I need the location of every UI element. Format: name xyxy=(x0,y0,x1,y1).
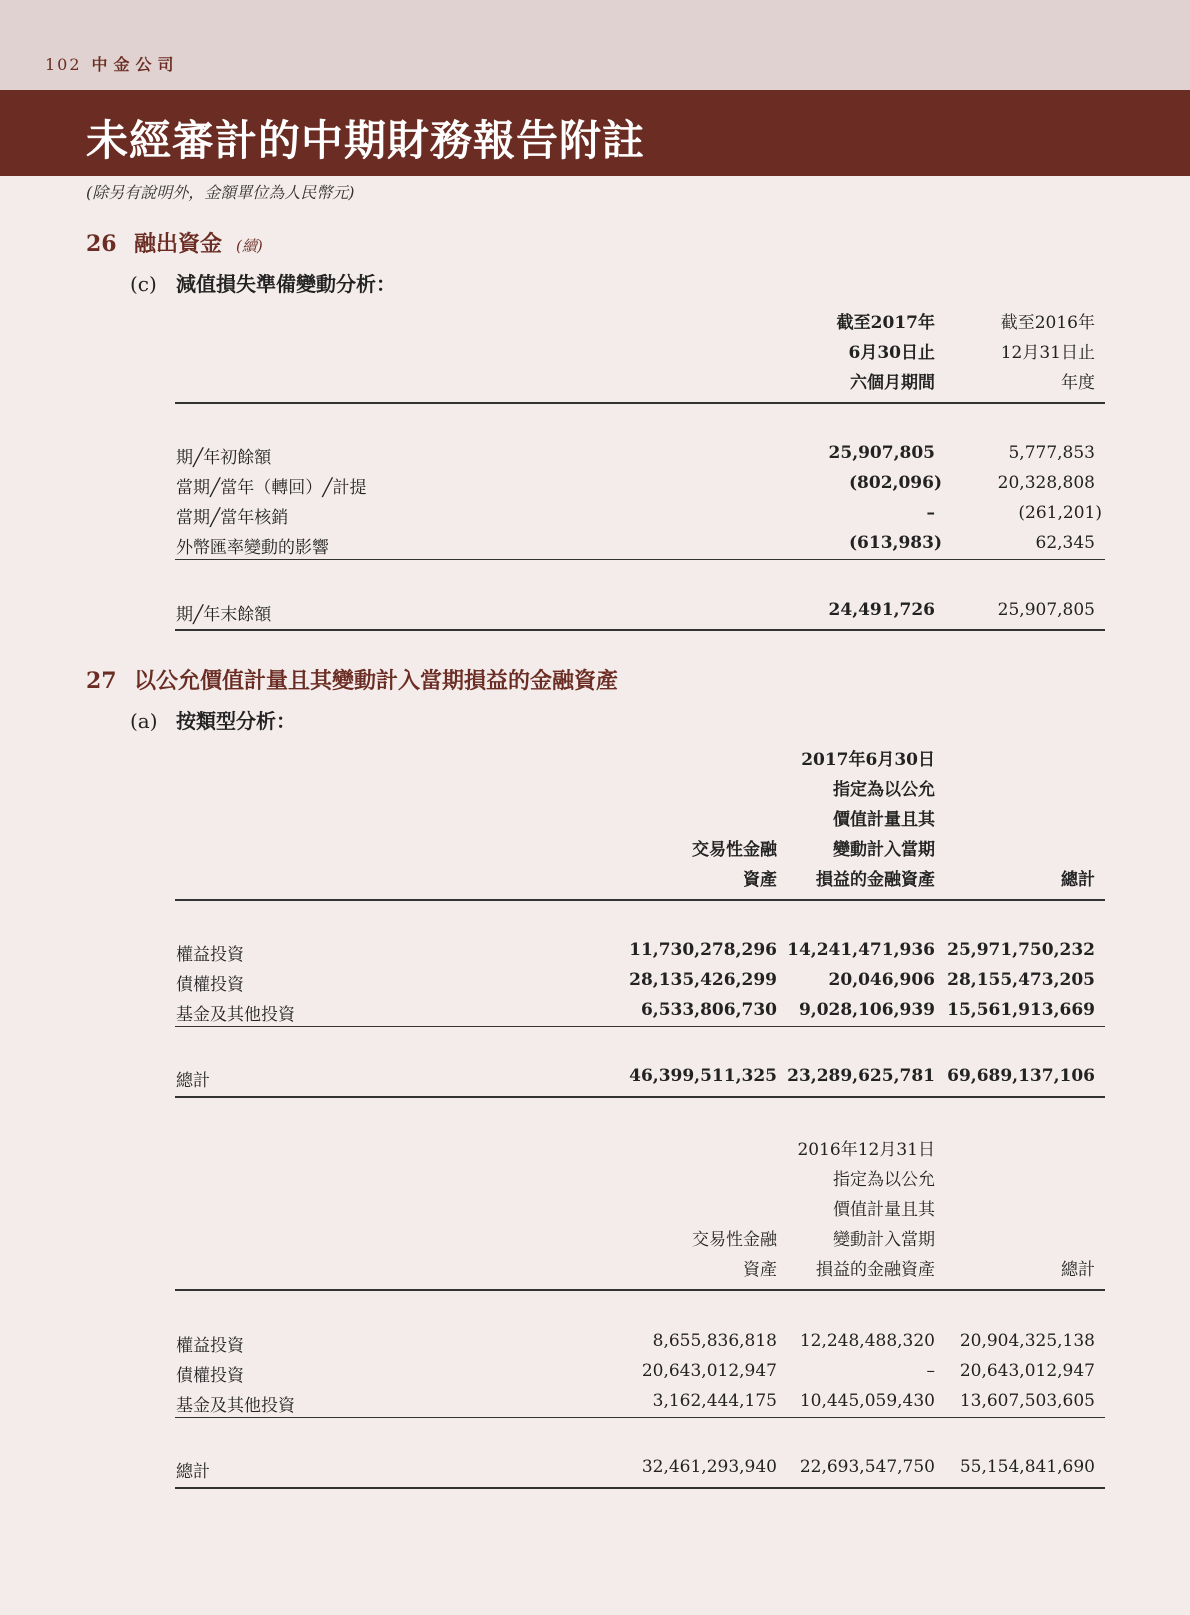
subsection-label: (c) xyxy=(130,272,157,296)
row-label: 基金及其他投資 xyxy=(176,1005,295,1025)
cell-value: 20,643,012,947 xyxy=(959,1361,1095,1381)
col-header-2017-period xyxy=(837,308,935,398)
section-26-heading xyxy=(86,227,263,258)
header-line: 交易性金融 xyxy=(692,1230,777,1250)
cell-value: 11,730,278,296 xyxy=(629,940,777,960)
page-number-value: 102 xyxy=(45,55,82,74)
page-title: 未經審計的中期財務報告附註 xyxy=(86,116,646,165)
cell-value: 5,777,853 xyxy=(1008,443,1095,463)
total-value: 25,907,805 xyxy=(997,600,1095,620)
cell-value: 28,135,426,299 xyxy=(629,970,777,990)
header-line: 截至2017年 xyxy=(836,313,935,333)
header-line: 指定為以公允 xyxy=(833,780,935,800)
cell-value: 6,533,806,730 xyxy=(640,1000,777,1020)
cell-value: 12,248,488,320 xyxy=(799,1331,935,1351)
continued-label: (續) xyxy=(236,237,263,255)
cell-value: 3,162,444,175 xyxy=(652,1391,777,1411)
subsection-label: (a) xyxy=(130,709,158,733)
header-line: 年度 xyxy=(1061,373,1095,393)
total-label: 期╱年末餘額 xyxy=(176,605,272,625)
section-27-heading xyxy=(86,664,618,695)
total-value: 22,693,547,750 xyxy=(799,1457,935,1477)
header-line: 指定為以公允 xyxy=(833,1170,935,1190)
row-label: 外幣匯率變動的影響 xyxy=(176,538,329,558)
header-line: 損益的金融資產 xyxy=(816,1260,935,1280)
section-number: 27 xyxy=(86,668,117,694)
col-header-designated-2016 xyxy=(797,1135,935,1285)
table-rule xyxy=(175,899,1105,901)
cell-value: 62,345 xyxy=(1035,533,1095,553)
row-label: 當期╱當年核銷 xyxy=(176,508,289,528)
cell-value: – xyxy=(926,1361,935,1381)
table-rule xyxy=(175,402,1105,404)
total-value: 46,399,511,325 xyxy=(629,1066,777,1086)
cell-value: 20,328,808 xyxy=(997,473,1095,493)
section-number: 26 xyxy=(86,231,117,257)
total-value: 55,154,841,690 xyxy=(959,1457,1095,1477)
cell-value: (261,201) xyxy=(1018,503,1102,523)
table-rule xyxy=(175,1026,1105,1027)
total-label: 總計 xyxy=(176,1462,210,1482)
row-label: 基金及其他投資 xyxy=(176,1396,295,1416)
subsection-title: 按類型分析： xyxy=(176,709,296,733)
cell-value: 20,643,012,947 xyxy=(641,1361,777,1381)
header-line: 資產 xyxy=(743,870,777,890)
section-title: 以公允價值計量且其變動計入當期損益的金融資產 xyxy=(134,668,619,694)
cell-value: 20,046,906 xyxy=(828,970,935,990)
row-label: 債權投資 xyxy=(176,975,244,995)
subsection-a-heading xyxy=(130,705,296,734)
cell-value: 25,907,805 xyxy=(828,443,935,463)
cell-value: 15,561,913,669 xyxy=(947,1000,1095,1020)
col-header-2016-year xyxy=(1001,308,1095,398)
col-header-total-2016: 總計 xyxy=(1061,1260,1095,1280)
col-header-trading-2017 xyxy=(692,835,777,895)
col-header-total-2017: 總計 xyxy=(1061,870,1095,890)
row-label: 期╱年初餘額 xyxy=(176,448,272,468)
table-rule xyxy=(175,1487,1105,1489)
row-label: 債權投資 xyxy=(176,1366,244,1386)
cell-value: 10,445,059,430 xyxy=(799,1391,935,1411)
unit-note: (除另有說明外，金額單位為人民幣元) xyxy=(86,183,355,202)
cell-value: 9,028,106,939 xyxy=(798,1000,935,1020)
total-value: 32,461,293,940 xyxy=(641,1457,777,1477)
header-line: 六個月期間 xyxy=(850,373,935,393)
header-line: 價值計量且其 xyxy=(833,810,935,830)
header-line: 交易性金融 xyxy=(692,840,777,860)
subsection-title: 減值損失準備變動分析： xyxy=(176,272,396,296)
cell-value: 8,655,836,818 xyxy=(652,1331,777,1351)
page-number xyxy=(45,52,180,75)
row-label: 權益投資 xyxy=(176,945,244,965)
col-header-trading-2016 xyxy=(692,1225,777,1285)
header-line: 截至2016年 xyxy=(1000,313,1095,333)
col-header-designated-2017 xyxy=(801,745,935,895)
row-label: 權益投資 xyxy=(176,1336,244,1356)
cell-value: 13,607,503,605 xyxy=(959,1391,1095,1411)
company-name: 中金公司 xyxy=(91,55,180,74)
header-line: 資產 xyxy=(743,1260,777,1280)
header-line: 損益的金融資產 xyxy=(816,870,935,890)
total-label: 總計 xyxy=(176,1071,210,1091)
header-line: 12月31日止 xyxy=(1000,343,1095,363)
total-value: 23,289,625,781 xyxy=(787,1066,935,1086)
table-rule xyxy=(175,1417,1105,1418)
table-rule xyxy=(175,1289,1105,1291)
cell-value: 25,971,750,232 xyxy=(947,940,1095,960)
header-line: 變動計入當期 xyxy=(833,1230,935,1250)
table-rule xyxy=(175,629,1105,631)
cell-value: – xyxy=(926,503,935,523)
header-line: 價值計量且其 xyxy=(833,1200,935,1220)
cell-value: (613,983) xyxy=(849,533,942,553)
section-title: 融出資金 xyxy=(134,231,223,257)
row-label: 當期╱當年（轉回）╱計提 xyxy=(176,478,367,498)
header-line: 變動計入當期 xyxy=(833,840,935,860)
page-header-band xyxy=(0,0,1190,90)
table-rule xyxy=(175,1096,1105,1098)
header-date: 2017年6月30日 xyxy=(801,750,935,770)
subsection-c-heading xyxy=(130,268,396,297)
cell-value: 14,241,471,936 xyxy=(787,940,935,960)
table-rule xyxy=(175,559,1105,560)
total-value: 24,491,726 xyxy=(828,600,935,620)
cell-value: (802,096) xyxy=(849,473,942,493)
total-value: 69,689,137,106 xyxy=(947,1066,1095,1086)
cell-value: 28,155,473,205 xyxy=(947,970,1095,990)
header-date: 2016年12月31日 xyxy=(797,1140,935,1160)
header-line: 6月30日止 xyxy=(848,343,935,363)
cell-value: 20,904,325,138 xyxy=(959,1331,1095,1351)
